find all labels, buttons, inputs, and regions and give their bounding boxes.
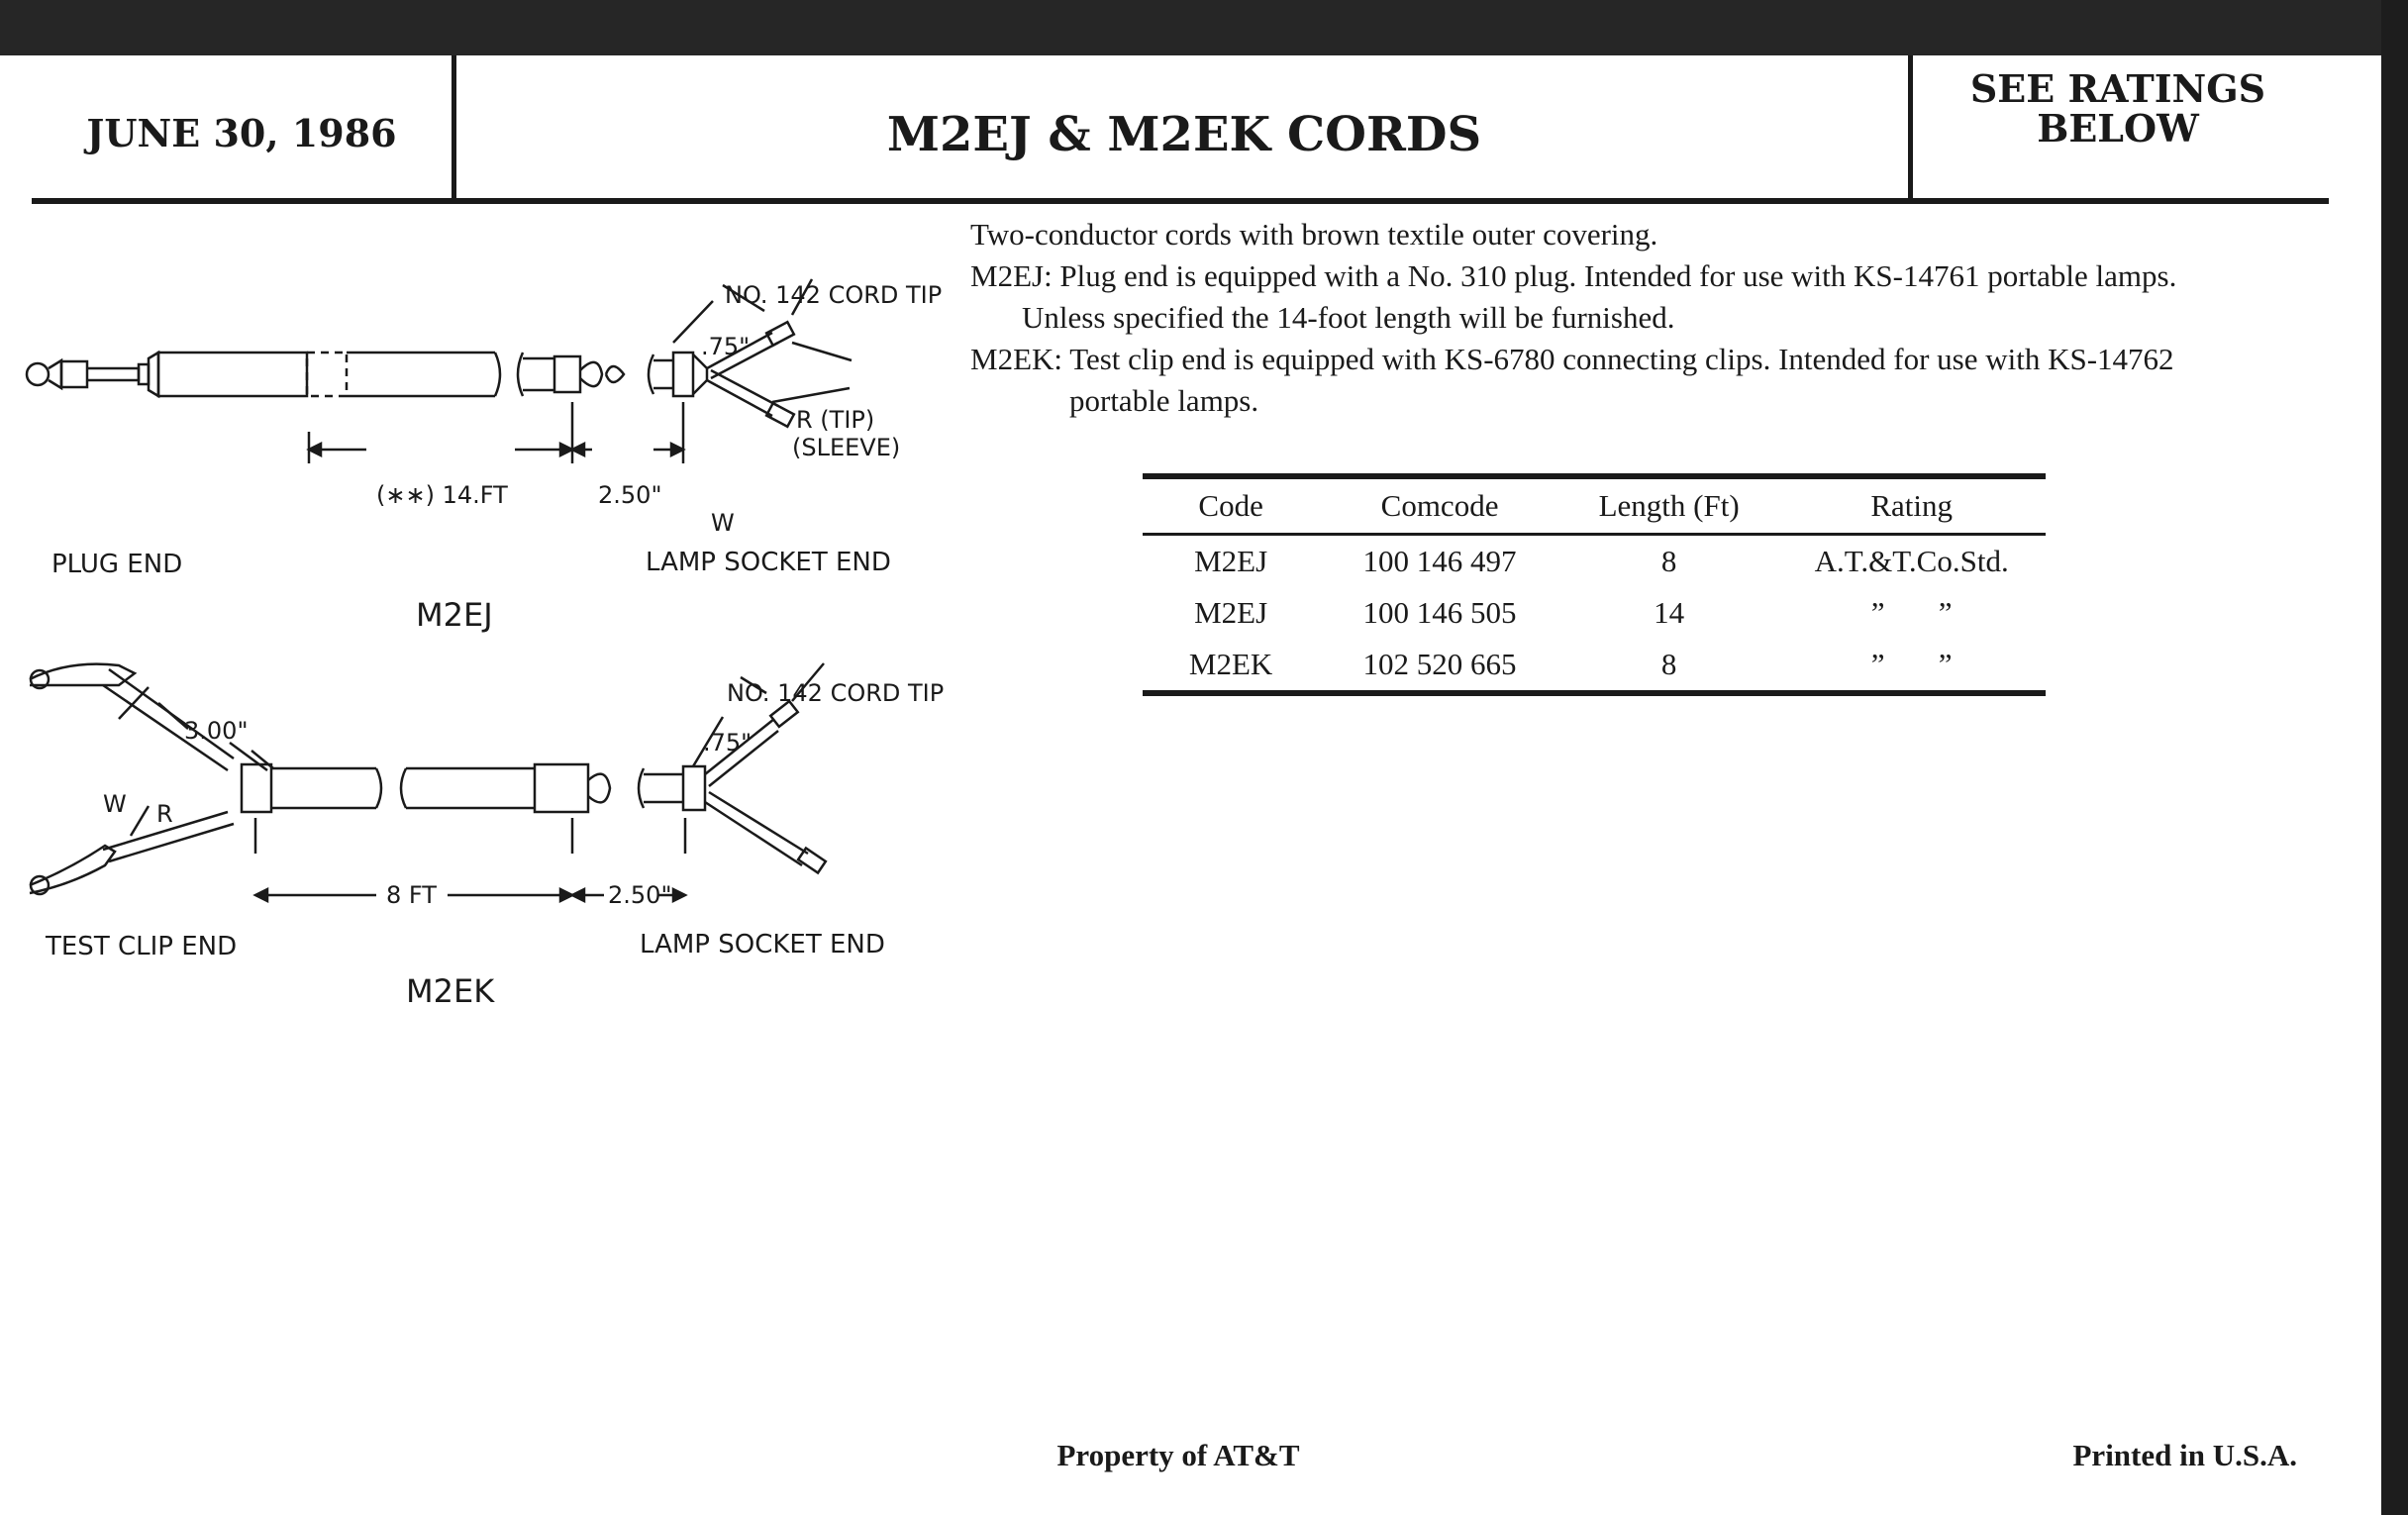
cell-rating: A.T.&T.Co.Std. — [1814, 544, 2009, 578]
m2ek-length-label: 8 FT — [386, 881, 437, 909]
cell-rating: ” ” — [1870, 647, 1953, 681]
m2ej-lamp-socket-end-label: LAMP SOCKET END — [646, 548, 891, 577]
m2ej-tip-dimension: .75" — [701, 333, 751, 360]
m2ek-diagram-name: M2EK — [406, 972, 495, 1010]
m2ek-socket-drawing — [639, 701, 826, 872]
cell-comcode: 100 146 505 — [1362, 595, 1517, 630]
cell-length: 8 — [1660, 647, 1677, 681]
m2ej-w-label: W — [711, 509, 735, 537]
printed-notice: Printed in U.S.A. — [2072, 1438, 2297, 1472]
m2ej-sleeve-label: (SLEEVE) — [792, 434, 901, 461]
m2ek-dimension-lines — [119, 663, 824, 901]
header-comcode: Comcode — [1380, 488, 1499, 523]
table-header-row — [1143, 476, 2046, 535]
m2ek-description: M2EK: Test clip end is equipped with KS-6780 connecting clips. Intended for use with KS-14762 — [970, 342, 2174, 376]
table-row — [1143, 587, 2046, 639]
m2ej-cord-tip-label: NO. 142 CORD TIP — [725, 281, 943, 309]
m2ej-r-tip-label: R (TIP) — [796, 406, 875, 434]
cord-description — [970, 214, 2287, 422]
m2ek-w-label: W — [103, 790, 127, 818]
cord-diagrams — [0, 204, 970, 1026]
m2ej-end-dimension: 2.50" — [598, 481, 662, 509]
m2ek-r-label: R — [156, 800, 173, 828]
header-rating: Rating — [1870, 488, 1954, 523]
m2ej-description-cont: Unless specified the 14-foot length will be furnished. — [1022, 300, 1675, 335]
cell-length: 14 — [1654, 595, 1685, 630]
m2ej-description: M2EJ: Plug end is equipped with a No. 310 plug. Intended for use with KS-14761 portable lamps. — [970, 258, 2177, 293]
cell-comcode: 100 146 497 — [1362, 544, 1517, 578]
test-clip-end-label: TEST CLIP END — [46, 932, 238, 961]
m2ek-description-cont: portable lamps. — [1069, 383, 1259, 418]
header-divider-left — [452, 55, 456, 202]
cell-rating: ” ” — [1870, 595, 1953, 630]
scan-border — [2381, 0, 2408, 1515]
cell-code: M2EJ — [1194, 544, 1268, 578]
m2ek-lamp-socket-end-label: LAMP SOCKET END — [640, 930, 885, 960]
m2ek-clip-drawing — [30, 664, 610, 894]
ratings-note — [1915, 66, 2321, 151]
cell-code: M2EJ — [1194, 595, 1268, 630]
page-title: M2EJ & M2EK CORDS — [886, 107, 1482, 162]
ratings-table — [1143, 473, 2046, 696]
m2ej-socket-drawing — [518, 322, 794, 427]
ratings-note-line1: SEE RATINGS — [1969, 66, 2266, 111]
m2ek-clip-dimension: 3.00" — [184, 717, 249, 745]
ratings-note-line2: BELOW — [2037, 106, 2199, 151]
description-line: Two-conductor cords with brown textile outer covering. — [970, 217, 1658, 252]
header-divider-right — [1908, 55, 1913, 200]
table-row — [1143, 535, 2046, 588]
card-header — [0, 55, 2381, 204]
header-length: Length (Ft) — [1598, 488, 1740, 523]
catalog-card — [0, 55, 2381, 1515]
header-code: Code — [1198, 488, 1263, 523]
m2ej-length-label: (∗∗) 14.FT — [376, 481, 508, 509]
property-notice: Property of AT&T — [1056, 1438, 1300, 1472]
cell-comcode: 102 520 665 — [1362, 647, 1517, 681]
plug-end-label: PLUG END — [51, 550, 183, 579]
m2ek-cord-tip-label: NO. 142 CORD TIP — [727, 679, 945, 707]
issue-date: JUNE 30, 1986 — [86, 111, 397, 155]
cell-code: M2EK — [1188, 647, 1273, 681]
table-row — [1143, 639, 2046, 693]
m2ek-tip-dimension: .75" — [703, 729, 752, 757]
m2ej-diagram-name: M2EJ — [416, 596, 493, 634]
m2ej-plug-drawing — [27, 353, 500, 396]
m2ek-end-dimension: 2.50" — [608, 881, 672, 909]
cell-length: 8 — [1660, 544, 1677, 578]
